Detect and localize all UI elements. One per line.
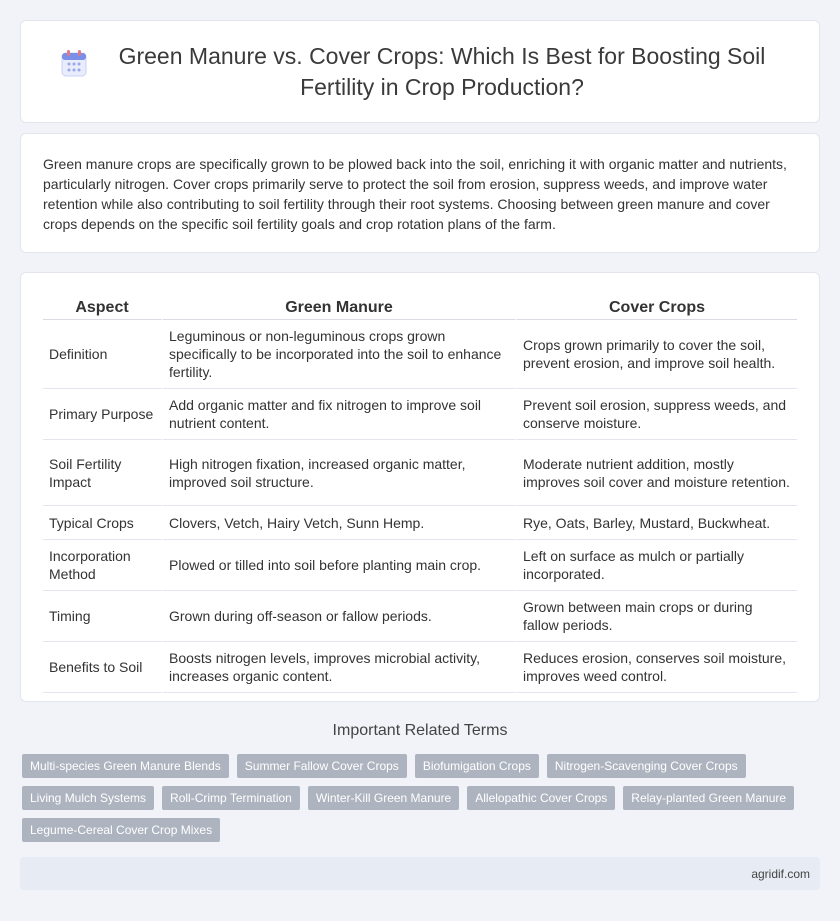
table-row xyxy=(43,591,797,642)
row-cover-crops: Left on surface as mulch or partially incorporated. xyxy=(517,540,797,591)
footer xyxy=(20,857,820,890)
row-green-manure: High nitrogen fixation, increased organic matter, improved soil structure. xyxy=(163,440,517,506)
row-aspect: Timing xyxy=(43,591,163,642)
row-cover-crops: Prevent soil erosion, suppress weeds, and conserve moisture. xyxy=(517,389,797,440)
header-green-manure: Green Manure xyxy=(163,293,517,320)
row-green-manure: Grown during off-season or fallow periods. xyxy=(163,591,517,642)
table-row xyxy=(43,320,797,389)
related-term-tag[interactable]: Winter-Kill Green Manure xyxy=(308,786,459,810)
table-row xyxy=(43,389,797,440)
row-green-manure: Leguminous or non-leguminous crops grown specifically to be incorporated into the soil to enhance fertility. xyxy=(163,320,517,389)
related-term-tag[interactable]: Allelopathic Cover Crops xyxy=(467,786,615,810)
table-row xyxy=(43,540,797,591)
row-aspect: Soil Fertility Impact xyxy=(43,440,163,506)
related-term-tag[interactable]: Relay-planted Green Manure xyxy=(623,786,794,810)
row-cover-crops: Grown between main crops or during fallow periods. xyxy=(517,591,797,642)
header-cover-crops: Cover Crops xyxy=(517,293,797,320)
row-cover-crops: Moderate nutrient addition, mostly improves soil cover and moisture retention. xyxy=(517,440,797,506)
related-term-tag[interactable]: Multi-species Green Manure Blends xyxy=(22,754,229,778)
related-term-tag[interactable]: Roll-Crimp Termination xyxy=(162,786,300,810)
header-aspect: Aspect xyxy=(43,293,163,320)
row-green-manure: Boosts nitrogen levels, improves microbial activity, increases organic content. xyxy=(163,642,517,693)
row-cover-crops: Reduces erosion, conserves soil moisture, improves weed control. xyxy=(517,642,797,693)
row-aspect: Incorporation Method xyxy=(43,540,163,591)
summary-text: Green manure crops are specifically grown to be plowed back into the soil, enriching it with organic matter and nutrients, particularly nitrogen. Cover crops primarily serve to protect the soil from erosion, suppress weeds, and improve water retention while also contributing to soil fertility through their root systems. Choosing between green manure and cover crops depends on the specific soil fertility goals and crop rotation plans of the farm. xyxy=(43,156,787,232)
related-term-tag[interactable]: Living Mulch Systems xyxy=(22,786,154,810)
related-term-tag[interactable]: Summer Fallow Cover Crops xyxy=(237,754,407,778)
summary-card xyxy=(20,133,820,253)
row-green-manure: Plowed or tilled into soil before planting main crop. xyxy=(163,540,517,591)
comparison-table xyxy=(43,293,797,693)
table-row xyxy=(43,642,797,693)
row-green-manure: Clovers, Vetch, Hairy Vetch, Sunn Hemp. xyxy=(163,506,517,540)
header-card xyxy=(20,20,820,123)
row-cover-crops: Rye, Oats, Barley, Mustard, Buckwheat. xyxy=(517,506,797,540)
page-title: Green Manure vs. Cover Crops: Which Is Best for Boosting Soil Fertility in Crop Production? xyxy=(118,42,766,100)
comparison-table-card xyxy=(20,272,820,702)
row-aspect: Definition xyxy=(43,320,163,389)
related-terms-title: Important Related Terms xyxy=(332,722,508,739)
row-aspect: Typical Crops xyxy=(43,506,163,540)
related-term-tag[interactable]: Legume-Cereal Cover Crop Mixes xyxy=(22,818,220,842)
table-row xyxy=(43,506,797,540)
row-aspect: Primary Purpose xyxy=(43,389,163,440)
footer-site-link[interactable]: agridif.com xyxy=(751,866,810,881)
related-terms-list xyxy=(22,754,812,842)
row-cover-crops: Crops grown primarily to cover the soil, prevent erosion, and improve soil health. xyxy=(517,320,797,389)
row-aspect: Benefits to Soil xyxy=(43,642,163,693)
row-green-manure: Add organic matter and fix nitrogen to improve soil nutrient content. xyxy=(163,389,517,440)
related-term-tag[interactable]: Biofumigation Crops xyxy=(415,754,539,778)
calendar-icon xyxy=(61,49,87,77)
related-term-tag[interactable]: Nitrogen-Scavenging Cover Crops xyxy=(547,754,746,778)
table-row xyxy=(43,440,797,506)
table-header-row xyxy=(43,293,797,320)
